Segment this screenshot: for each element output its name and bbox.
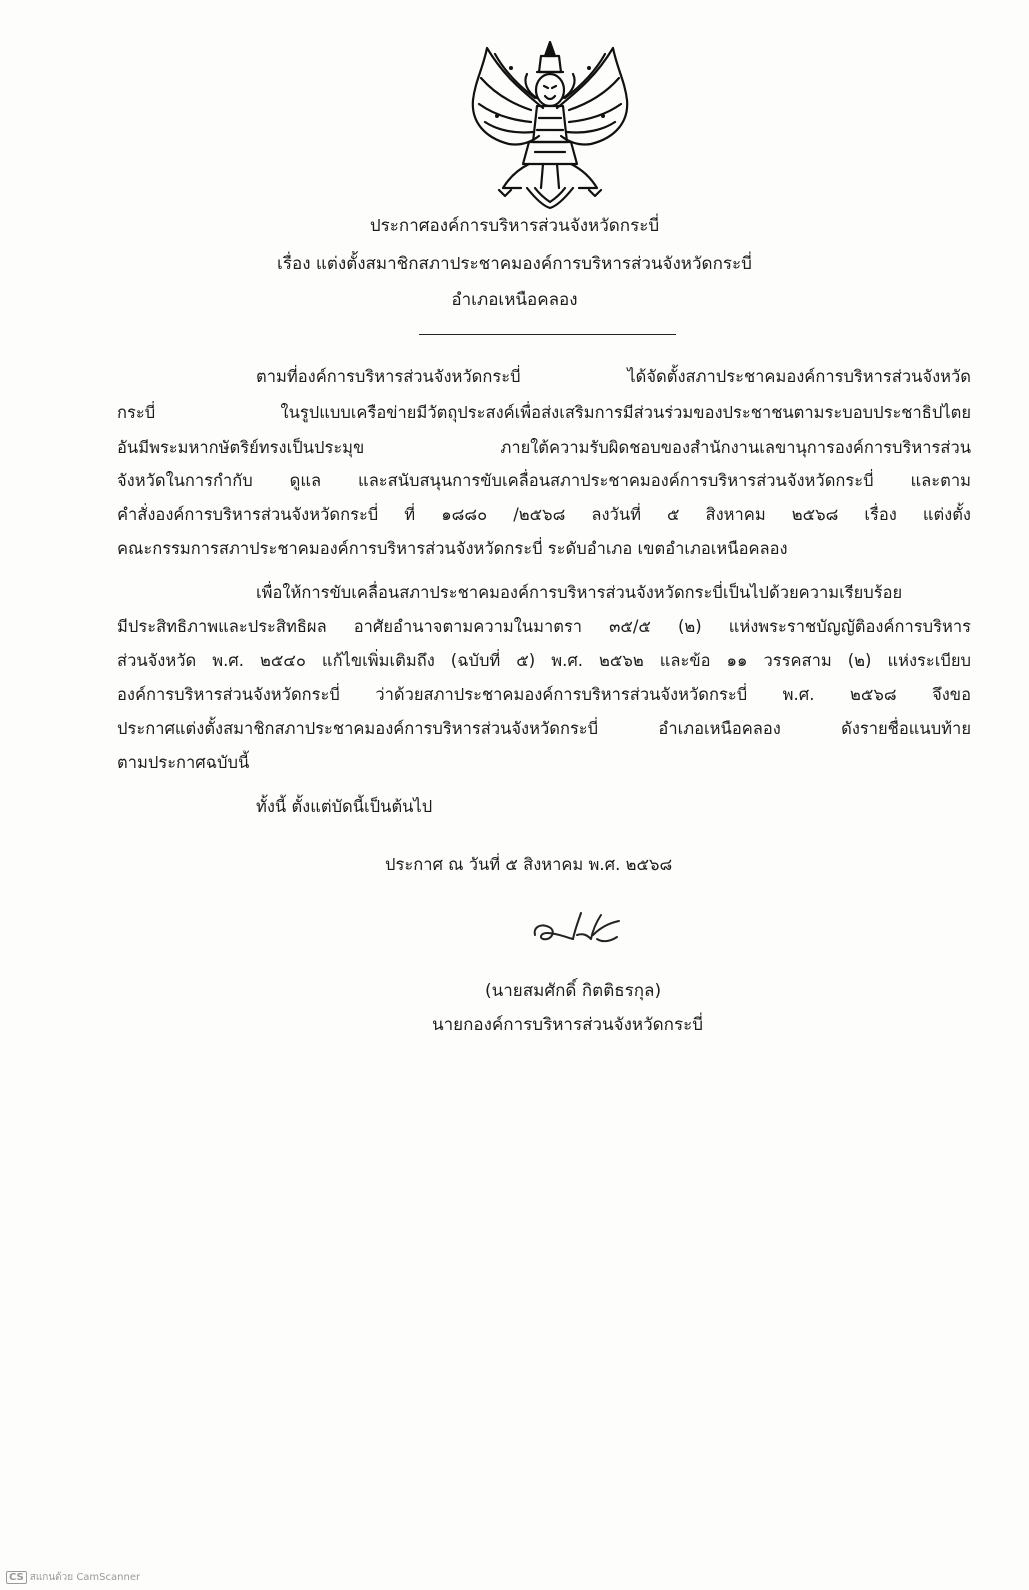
document-title: ประกาศองค์การบริหารส่วนจังหวัดกระบี่ bbox=[369, 216, 660, 236]
paragraph2-line: องค์การบริหารส่วนจังหวัดกระบี่ ว่าด้วยสภาประชาคมองค์การบริหารส่วนจังหวัดกระบี่ พ.ศ. ๒๕๖๘ จึงขอ bbox=[117, 685, 971, 704]
document-district: อำเภอเหนือคลอง bbox=[451, 290, 578, 310]
paragraph1-line: จังหวัดในการกำกับ ดูแล และสนับสนุนการขับเคลื่อนสภาประชาคมองค์การบริหารส่วนจังหวัดกระบี่ และตาม bbox=[117, 471, 971, 490]
paragraph2-line: ตามประกาศฉบับนี้ bbox=[117, 753, 250, 772]
paragraph2-line: ประกาศแต่งตั้งสมาชิกสภาประชาคมองค์การบริหารส่วนจังหวัดกระบี่ อำเภอเหนือคลอง ดังรายชื่อแนบท้าย bbox=[117, 719, 971, 738]
handwritten-signature bbox=[527, 905, 627, 951]
camscanner-logo-icon: CS bbox=[6, 1571, 27, 1584]
paragraph1-line: คณะกรรมการสภาประชาคมองค์การบริหารส่วนจังหวัดกระบี่ ระดับอำเภอ เขตอำเภอเหนือคลอง bbox=[117, 539, 788, 558]
document-subject: เรื่อง แต่งตั้งสมาชิกสภาประชาคมองค์การบริหารส่วนจังหวัดกระบี่ bbox=[277, 254, 752, 274]
paragraph1-line: กระบี่ ในรูปแบบเครือข่ายมีวัตถุประสงค์เพื่อส่งเสริมการมีส่วนร่วมของประชาชนตามระบอบประชาธิปไตย bbox=[117, 403, 971, 422]
announcement-date: ประกาศ ณ วันที่ ๕ สิงหาคม พ.ศ. ๒๕๖๘ bbox=[385, 855, 673, 874]
paragraph1-line: ตามที่องค์การบริหารส่วนจังหวัดกระบี่ ได้จัดตั้งสภาประชาคมองค์การบริหารส่วนจังหวัด bbox=[256, 367, 971, 386]
camscanner-text: สแกนด้วย CamScanner bbox=[29, 1572, 141, 1583]
camscanner-watermark bbox=[6, 1570, 140, 1585]
paragraph1-line: อันมีพระมหากษัตริย์ทรงเป็นประมุข ภายใต้ความรับผิดชอบของสำนักงานเลขานุการองค์การบริหารส่วน bbox=[117, 438, 971, 457]
signatory-name: (นายสมศักดิ์ กิตติธรกุล) bbox=[485, 981, 662, 1001]
header-divider bbox=[419, 334, 676, 335]
paragraph1-line: คำสั่งองค์การบริหารส่วนจังหวัดกระบี่ ที่ ๑๘๘๐ /๒๕๖๘ ลงวันที่ ๕ สิงหาคม ๒๕๖๘ เรื่อง แต่งตั้ง bbox=[117, 505, 971, 524]
effective-clause: ทั้งนี้ ตั้งแต่บัดนี้เป็นต้นไป bbox=[256, 797, 433, 816]
paragraph2-line: เพื่อให้การขับเคลื่อนสภาประชาคมองค์การบริหารส่วนจังหวัดกระบี่เป็นไปด้วยความเรียบร้อย bbox=[256, 583, 903, 602]
garuda-emblem bbox=[465, 38, 635, 210]
paragraph2-line: ส่วนจังหวัด พ.ศ. ๒๕๔๐ แก้ไขเพิ่มเติมถึง (ฉบับที่ ๕) พ.ศ. ๒๕๖๒ และข้อ ๑๑ วรรคสาม (๒) แห่งระเบียบ bbox=[117, 651, 971, 670]
paragraph2-line: มีประสิทธิภาพและประสิทธิผล อาศัยอำนาจตามความในมาตรา ๓๕/๕ (๒) แห่งพระราชบัญญัติองค์การบริหาร bbox=[117, 617, 971, 636]
signatory-position: นายกองค์การบริหารส่วนจังหวัดกระบี่ bbox=[432, 1015, 704, 1035]
